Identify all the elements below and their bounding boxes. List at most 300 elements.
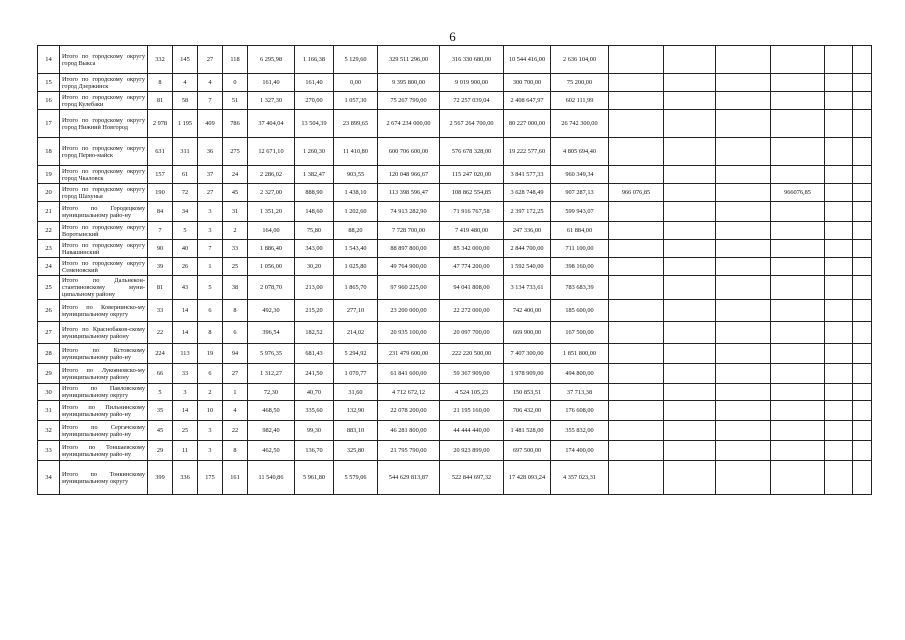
cell-col-17 bbox=[771, 441, 825, 461]
cell-col-6: 6 bbox=[223, 322, 248, 344]
cell-col-10: 21 795 790,00 bbox=[378, 441, 440, 461]
cell-col-14 bbox=[609, 46, 664, 74]
cell-col-5: 36 bbox=[198, 138, 223, 166]
row-number: 26 bbox=[38, 300, 60, 322]
cell-col-18 bbox=[825, 344, 853, 364]
cell-col-16 bbox=[716, 110, 771, 138]
cell-col-3: 35 bbox=[148, 401, 173, 421]
cell-col-7: 2 078,70 bbox=[248, 276, 295, 300]
cell-col-19 bbox=[853, 110, 872, 138]
cell-col-4: 14 bbox=[173, 401, 198, 421]
cell-col-18 bbox=[825, 46, 853, 74]
cell-col-13: 26 742 300,00 bbox=[551, 110, 609, 138]
table-row bbox=[38, 322, 872, 344]
cell-col-5: 409 bbox=[198, 110, 223, 138]
cell-col-9: 214,02 bbox=[334, 322, 378, 344]
cell-col-14 bbox=[609, 138, 664, 166]
cell-col-14 bbox=[609, 276, 664, 300]
table-row bbox=[38, 461, 872, 495]
cell-col-11: 576 678 328,00 bbox=[440, 138, 504, 166]
cell-col-11: 4 524 105,23 bbox=[440, 384, 504, 401]
cell-col-8: 681,43 bbox=[295, 344, 334, 364]
row-name: Итого по Дальнекон-стантиновскому муни-ципальному району bbox=[60, 276, 148, 300]
table-row bbox=[38, 74, 872, 92]
cell-col-15 bbox=[664, 184, 716, 202]
cell-col-7: 468,50 bbox=[248, 401, 295, 421]
cell-col-19 bbox=[853, 166, 872, 184]
cell-col-15 bbox=[664, 202, 716, 222]
row-name: Итого по городскому округу Семеновский bbox=[60, 258, 148, 276]
cell-col-14 bbox=[609, 92, 664, 110]
cell-col-8: 148,60 bbox=[295, 202, 334, 222]
cell-col-17 bbox=[771, 202, 825, 222]
cell-col-8: 1 382,47 bbox=[295, 166, 334, 184]
cell-col-3: 5 bbox=[148, 384, 173, 401]
table-row bbox=[38, 344, 872, 364]
cell-col-19 bbox=[853, 461, 872, 495]
cell-col-13: 355 832,00 bbox=[551, 421, 609, 441]
row-name: Итого по городскому округу город Кулебаки bbox=[60, 92, 148, 110]
cell-col-9: 5 129,60 bbox=[334, 46, 378, 74]
row-name: Итого по городскому округу город Выкса bbox=[60, 46, 148, 74]
cell-col-5: 4 bbox=[198, 74, 223, 92]
cell-col-7: 1 312,27 bbox=[248, 364, 295, 384]
cell-col-8: 40,70 bbox=[295, 384, 334, 401]
cell-col-15 bbox=[664, 421, 716, 441]
table-row bbox=[38, 110, 872, 138]
cell-col-4: 113 bbox=[173, 344, 198, 364]
cell-col-13: 167 500,00 bbox=[551, 322, 609, 344]
cell-col-17 bbox=[771, 92, 825, 110]
cell-col-11: 222 220 500,00 bbox=[440, 344, 504, 364]
row-name: Итого по Краснобаков-скому муниципальному району bbox=[60, 322, 148, 344]
cell-col-12: 80 227 000,00 bbox=[504, 110, 551, 138]
cell-col-8: 270,00 bbox=[295, 92, 334, 110]
cell-col-15 bbox=[664, 240, 716, 258]
cell-col-11: 20 097 700,00 bbox=[440, 322, 504, 344]
cell-col-6: 27 bbox=[223, 364, 248, 384]
cell-col-4: 336 bbox=[173, 461, 198, 495]
cell-col-17 bbox=[771, 240, 825, 258]
cell-col-7: 1 886,40 bbox=[248, 240, 295, 258]
cell-col-17 bbox=[771, 322, 825, 344]
row-name: Итого по Тонкинскому муниципальному округу bbox=[60, 461, 148, 495]
cell-col-13: 783 683,39 bbox=[551, 276, 609, 300]
cell-col-17 bbox=[771, 258, 825, 276]
cell-col-12: 706 432,00 bbox=[504, 401, 551, 421]
cell-col-16 bbox=[716, 322, 771, 344]
cell-col-5: 3 bbox=[198, 441, 223, 461]
cell-col-14 bbox=[609, 384, 664, 401]
cell-col-16 bbox=[716, 92, 771, 110]
cell-col-11: 9 019 900,00 bbox=[440, 74, 504, 92]
cell-col-19 bbox=[853, 421, 872, 441]
cell-col-18 bbox=[825, 421, 853, 441]
cell-col-6: 45 bbox=[223, 184, 248, 202]
table-row bbox=[38, 184, 872, 202]
cell-col-19 bbox=[853, 276, 872, 300]
cell-col-3: 332 bbox=[148, 46, 173, 74]
cell-col-9: 325,80 bbox=[334, 441, 378, 461]
cell-col-9: 11 410,80 bbox=[334, 138, 378, 166]
table-row bbox=[38, 138, 872, 166]
cell-col-14 bbox=[609, 74, 664, 92]
cell-col-3: 399 bbox=[148, 461, 173, 495]
cell-col-10: 22 078 200,00 bbox=[378, 401, 440, 421]
cell-col-14 bbox=[609, 166, 664, 184]
cell-col-6: 25 bbox=[223, 258, 248, 276]
cell-col-7: 396,54 bbox=[248, 322, 295, 344]
cell-col-13: 711 100,00 bbox=[551, 240, 609, 258]
cell-col-7: 2 286,02 bbox=[248, 166, 295, 184]
cell-col-18 bbox=[825, 300, 853, 322]
cell-col-16 bbox=[716, 384, 771, 401]
cell-col-12: 3 628 748,49 bbox=[504, 184, 551, 202]
cell-col-16 bbox=[716, 166, 771, 184]
cell-col-12: 2 397 172,25 bbox=[504, 202, 551, 222]
cell-col-12: 150 853,51 bbox=[504, 384, 551, 401]
cell-col-4: 14 bbox=[173, 300, 198, 322]
cell-col-12: 19 222 577,60 bbox=[504, 138, 551, 166]
cell-col-19 bbox=[853, 240, 872, 258]
cell-col-4: 25 bbox=[173, 421, 198, 441]
cell-col-15 bbox=[664, 441, 716, 461]
cell-col-9: 1 438,10 bbox=[334, 184, 378, 202]
row-number: 25 bbox=[38, 276, 60, 300]
cell-col-5: 10 bbox=[198, 401, 223, 421]
cell-col-17 bbox=[771, 300, 825, 322]
cell-col-3: 224 bbox=[148, 344, 173, 364]
cell-col-18 bbox=[825, 384, 853, 401]
cell-col-6: 275 bbox=[223, 138, 248, 166]
cell-col-12: 2 844 700,00 bbox=[504, 240, 551, 258]
cell-col-12: 669 900,00 bbox=[504, 322, 551, 344]
cell-col-9: 883,10 bbox=[334, 421, 378, 441]
table-row bbox=[38, 222, 872, 240]
cell-col-15 bbox=[664, 138, 716, 166]
cell-col-4: 1 195 bbox=[173, 110, 198, 138]
cell-col-12: 1 592 540,00 bbox=[504, 258, 551, 276]
cell-col-16 bbox=[716, 46, 771, 74]
row-number: 27 bbox=[38, 322, 60, 344]
cell-col-12: 3 134 733,61 bbox=[504, 276, 551, 300]
cell-col-15 bbox=[664, 258, 716, 276]
cell-col-3: 631 bbox=[148, 138, 173, 166]
cell-col-10: 88 897 800,00 bbox=[378, 240, 440, 258]
cell-col-12: 742 400,00 bbox=[504, 300, 551, 322]
cell-col-5: 7 bbox=[198, 92, 223, 110]
table-row bbox=[38, 441, 872, 461]
cell-col-5: 3 bbox=[198, 421, 223, 441]
row-number: 21 bbox=[38, 202, 60, 222]
cell-col-14 bbox=[609, 401, 664, 421]
cell-col-16 bbox=[716, 461, 771, 495]
cell-col-11: 20 923 899,00 bbox=[440, 441, 504, 461]
cell-col-13: 602 111,99 bbox=[551, 92, 609, 110]
cell-col-11: 85 342 000,00 bbox=[440, 240, 504, 258]
cell-col-6: 2 bbox=[223, 222, 248, 240]
cell-col-11: 316 330 680,00 bbox=[440, 46, 504, 74]
cell-col-5: 2 bbox=[198, 384, 223, 401]
cell-col-17 bbox=[771, 110, 825, 138]
row-name: Итого по Лукояновско-му муниципальному району bbox=[60, 364, 148, 384]
cell-col-16 bbox=[716, 441, 771, 461]
cell-col-19 bbox=[853, 222, 872, 240]
cell-col-9: 1 543,40 bbox=[334, 240, 378, 258]
cell-col-13: 61 884,00 bbox=[551, 222, 609, 240]
cell-col-17 bbox=[771, 364, 825, 384]
cell-col-7: 164,00 bbox=[248, 222, 295, 240]
cell-col-10: 113 398 596,47 bbox=[378, 184, 440, 202]
cell-col-17 bbox=[771, 138, 825, 166]
table-row bbox=[38, 401, 872, 421]
cell-col-18 bbox=[825, 202, 853, 222]
row-number: 22 bbox=[38, 222, 60, 240]
cell-col-18 bbox=[825, 240, 853, 258]
cell-col-19 bbox=[853, 300, 872, 322]
cell-col-4: 58 bbox=[173, 92, 198, 110]
cell-col-4: 34 bbox=[173, 202, 198, 222]
cell-col-16 bbox=[716, 240, 771, 258]
row-name: Итого по городскому округу город Чкаловск bbox=[60, 166, 148, 184]
cell-col-18 bbox=[825, 401, 853, 421]
cell-col-10: 61 841 600,00 bbox=[378, 364, 440, 384]
cell-col-11: 94 041 808,00 bbox=[440, 276, 504, 300]
cell-col-8: 136,70 bbox=[295, 441, 334, 461]
cell-col-6: 161 bbox=[223, 461, 248, 495]
cell-col-18 bbox=[825, 461, 853, 495]
cell-col-9: 1 057,30 bbox=[334, 92, 378, 110]
cell-col-19 bbox=[853, 92, 872, 110]
cell-col-6: 22 bbox=[223, 421, 248, 441]
cell-col-18 bbox=[825, 364, 853, 384]
cell-col-7: 1 351,20 bbox=[248, 202, 295, 222]
table-body bbox=[38, 46, 872, 495]
cell-col-6: 4 bbox=[223, 401, 248, 421]
cell-col-5: 3 bbox=[198, 222, 223, 240]
cell-col-16 bbox=[716, 364, 771, 384]
cell-col-17 bbox=[771, 222, 825, 240]
cell-col-3: 2 978 bbox=[148, 110, 173, 138]
cell-col-16 bbox=[716, 401, 771, 421]
cell-col-14 bbox=[609, 240, 664, 258]
cell-col-15 bbox=[664, 461, 716, 495]
cell-col-9: 132,90 bbox=[334, 401, 378, 421]
cell-col-16 bbox=[716, 258, 771, 276]
cell-col-11: 59 367 909,00 bbox=[440, 364, 504, 384]
cell-col-8: 161,40 bbox=[295, 74, 334, 92]
cell-col-10: 46 281 800,00 bbox=[378, 421, 440, 441]
cell-col-7: 37 404,04 bbox=[248, 110, 295, 138]
cell-col-10: 2 674 234 000,00 bbox=[378, 110, 440, 138]
cell-col-17 bbox=[771, 421, 825, 441]
cell-col-12: 17 428 093,24 bbox=[504, 461, 551, 495]
cell-col-9: 0,00 bbox=[334, 74, 378, 92]
cell-col-8: 13 504,39 bbox=[295, 110, 334, 138]
cell-col-6: 0 bbox=[223, 74, 248, 92]
row-number: 18 bbox=[38, 138, 60, 166]
cell-col-6: 51 bbox=[223, 92, 248, 110]
cell-col-10: 49 764 900,00 bbox=[378, 258, 440, 276]
cell-col-10: 7 728 700,00 bbox=[378, 222, 440, 240]
cell-col-10: 544 629 813,87 bbox=[378, 461, 440, 495]
row-name: Итого по городскому округу Воротынский bbox=[60, 222, 148, 240]
cell-col-5: 37 bbox=[198, 166, 223, 184]
cell-col-19 bbox=[853, 74, 872, 92]
cell-col-19 bbox=[853, 202, 872, 222]
cell-col-15 bbox=[664, 344, 716, 364]
cell-col-4: 72 bbox=[173, 184, 198, 202]
cell-col-3: 29 bbox=[148, 441, 173, 461]
cell-col-15 bbox=[664, 300, 716, 322]
cell-col-8: 241,50 bbox=[295, 364, 334, 384]
table-row bbox=[38, 166, 872, 184]
cell-col-4: 3 bbox=[173, 384, 198, 401]
table-row bbox=[38, 421, 872, 441]
cell-col-5: 7 bbox=[198, 240, 223, 258]
cell-col-13: 4 357 023,31 bbox=[551, 461, 609, 495]
row-number: 33 bbox=[38, 441, 60, 461]
table-row bbox=[38, 258, 872, 276]
table-row bbox=[38, 92, 872, 110]
cell-col-5: 8 bbox=[198, 322, 223, 344]
cell-col-6: 31 bbox=[223, 202, 248, 222]
table-row bbox=[38, 364, 872, 384]
cell-col-11: 44 444 440,00 bbox=[440, 421, 504, 441]
cell-col-14: 966 076,85 bbox=[609, 184, 664, 202]
table-row bbox=[38, 202, 872, 222]
cell-col-18 bbox=[825, 74, 853, 92]
row-number: 23 bbox=[38, 240, 60, 258]
cell-col-4: 4 bbox=[173, 74, 198, 92]
cell-col-9: 1 025,80 bbox=[334, 258, 378, 276]
row-name: Итого по городскому округу город Дзержинск bbox=[60, 74, 148, 92]
cell-col-4: 40 bbox=[173, 240, 198, 258]
row-number: 17 bbox=[38, 110, 60, 138]
cell-col-16 bbox=[716, 184, 771, 202]
cell-col-11: 522 844 697,32 bbox=[440, 461, 504, 495]
cell-col-8: 888,90 bbox=[295, 184, 334, 202]
cell-col-5: 175 bbox=[198, 461, 223, 495]
cell-col-9: 88,20 bbox=[334, 222, 378, 240]
cell-col-8: 75,80 bbox=[295, 222, 334, 240]
cell-col-5: 19 bbox=[198, 344, 223, 364]
cell-col-16 bbox=[716, 276, 771, 300]
cell-col-15 bbox=[664, 384, 716, 401]
cell-col-6: 94 bbox=[223, 344, 248, 364]
cell-col-15 bbox=[664, 92, 716, 110]
cell-col-17 bbox=[771, 461, 825, 495]
cell-col-16 bbox=[716, 138, 771, 166]
cell-col-10: 329 511 296,00 bbox=[378, 46, 440, 74]
cell-col-19 bbox=[853, 441, 872, 461]
cell-col-10: 120 048 966,67 bbox=[378, 166, 440, 184]
cell-col-13: 960 349,34 bbox=[551, 166, 609, 184]
cell-col-15 bbox=[664, 364, 716, 384]
cell-col-3: 7 bbox=[148, 222, 173, 240]
row-name: Итого по городскому округу город Перво-майск bbox=[60, 138, 148, 166]
cell-col-7: 1 327,30 bbox=[248, 92, 295, 110]
cell-col-10: 74 913 282,90 bbox=[378, 202, 440, 222]
cell-col-4: 33 bbox=[173, 364, 198, 384]
cell-col-6: 8 bbox=[223, 300, 248, 322]
cell-col-5: 5 bbox=[198, 276, 223, 300]
cell-col-6: 38 bbox=[223, 276, 248, 300]
cell-col-3: 39 bbox=[148, 258, 173, 276]
cell-col-18 bbox=[825, 258, 853, 276]
cell-col-13: 907 287,13 bbox=[551, 184, 609, 202]
cell-col-3: 33 bbox=[148, 300, 173, 322]
cell-col-17 bbox=[771, 166, 825, 184]
row-number: 34 bbox=[38, 461, 60, 495]
cell-col-8: 1 260,30 bbox=[295, 138, 334, 166]
cell-col-12: 10 544 416,00 bbox=[504, 46, 551, 74]
cell-col-18 bbox=[825, 441, 853, 461]
cell-col-13: 599 943,07 bbox=[551, 202, 609, 222]
cell-col-9: 1 202,60 bbox=[334, 202, 378, 222]
cell-col-6: 786 bbox=[223, 110, 248, 138]
cell-col-16 bbox=[716, 300, 771, 322]
cell-col-11: 71 916 767,58 bbox=[440, 202, 504, 222]
cell-col-14 bbox=[609, 344, 664, 364]
cell-col-7: 492,30 bbox=[248, 300, 295, 322]
cell-col-18 bbox=[825, 92, 853, 110]
row-number: 16 bbox=[38, 92, 60, 110]
cell-col-3: 81 bbox=[148, 276, 173, 300]
cell-col-18 bbox=[825, 184, 853, 202]
cell-col-10: 600 706 600,00 bbox=[378, 138, 440, 166]
cell-col-11: 21 195 160,00 bbox=[440, 401, 504, 421]
cell-col-14 bbox=[609, 202, 664, 222]
cell-col-11: 7 419 480,00 bbox=[440, 222, 504, 240]
cell-col-6: 8 bbox=[223, 441, 248, 461]
cell-col-8: 5 961,80 bbox=[295, 461, 334, 495]
cell-col-6: 33 bbox=[223, 240, 248, 258]
cell-col-5: 27 bbox=[198, 46, 223, 74]
cell-col-17: 966076,85 bbox=[771, 184, 825, 202]
cell-col-4: 26 bbox=[173, 258, 198, 276]
cell-col-17 bbox=[771, 46, 825, 74]
cell-col-3: 66 bbox=[148, 364, 173, 384]
cell-col-4: 5 bbox=[173, 222, 198, 240]
cell-col-11: 47 774 200,00 bbox=[440, 258, 504, 276]
cell-col-10: 9 395 800,00 bbox=[378, 74, 440, 92]
cell-col-3: 45 bbox=[148, 421, 173, 441]
cell-col-17 bbox=[771, 401, 825, 421]
cell-col-9: 5 579,06 bbox=[334, 461, 378, 495]
cell-col-13: 494 800,00 bbox=[551, 364, 609, 384]
cell-col-12: 2 408 647,97 bbox=[504, 92, 551, 110]
row-name: Итого по Сергачскому муниципальному райо-ну bbox=[60, 421, 148, 441]
table-row bbox=[38, 240, 872, 258]
cell-col-8: 213,00 bbox=[295, 276, 334, 300]
row-name: Итого по Ковернинско-му муниципальному округу bbox=[60, 300, 148, 322]
cell-col-15 bbox=[664, 276, 716, 300]
cell-col-12: 300 700,00 bbox=[504, 74, 551, 92]
table-row bbox=[38, 300, 872, 322]
cell-col-5: 27 bbox=[198, 184, 223, 202]
cell-col-18 bbox=[825, 222, 853, 240]
cell-col-13: 37 713,38 bbox=[551, 384, 609, 401]
cell-col-7: 462,50 bbox=[248, 441, 295, 461]
cell-col-16 bbox=[716, 74, 771, 92]
cell-col-7: 72,30 bbox=[248, 384, 295, 401]
cell-col-12: 697 500,00 bbox=[504, 441, 551, 461]
cell-col-4: 311 bbox=[173, 138, 198, 166]
cell-col-7: 161,40 bbox=[248, 74, 295, 92]
row-number: 15 bbox=[38, 74, 60, 92]
cell-col-13: 4 805 694,40 bbox=[551, 138, 609, 166]
